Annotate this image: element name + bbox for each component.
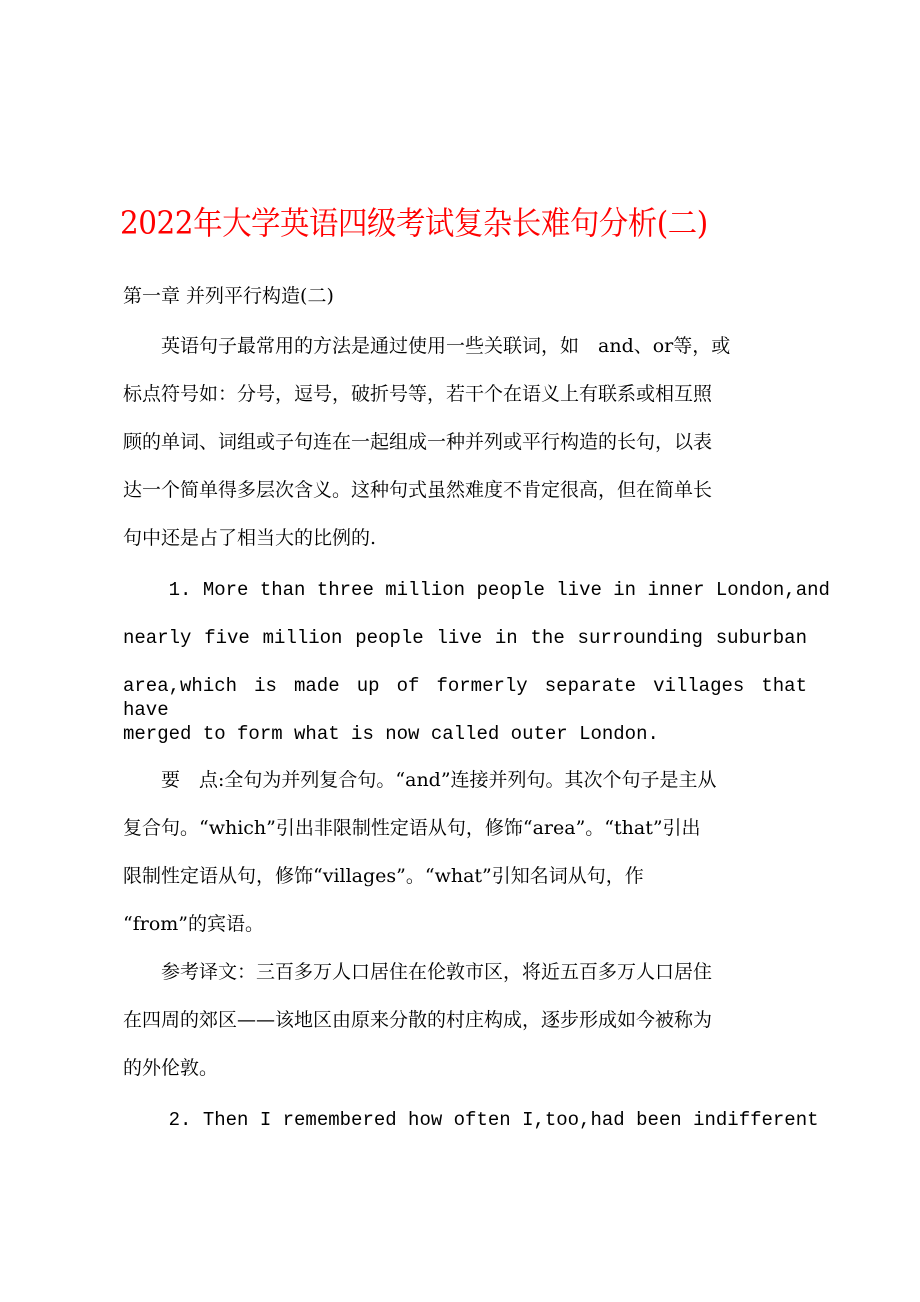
key-point-line: 限制性定语从句，修饰“villages”。“what”引知名词从句，作 — [123, 865, 644, 887]
example-sentence-line: 2. Then I remembered how often I,too,had been indifferent — [123, 1109, 819, 1131]
intro-paragraph-line: 顾的单词、词组或子句连在一起组成一种并列或平行构造的长句，以表 — [123, 431, 713, 453]
intro-paragraph-line: 达一个简单得多层次含义。这种句式虽然难度不肯定很高，但在简单长 — [123, 479, 713, 501]
key-point-line: 要 点:全句为并列复合句。“and”连接并列句。其次个句子是主从 — [123, 769, 717, 791]
intro-paragraph-line: 句中还是占了相当大的比例的. — [123, 527, 377, 549]
intro-paragraph-line: 标点符号如：分号，逗号，破折号等，若干个在语义上有联系或相互照 — [123, 383, 713, 405]
key-point-line: 复合句。“which”引出非限制性定语从句，修饰“area”。“that”引出 — [123, 817, 701, 839]
document-title: 2022年大学英语四级考试复杂长难句分析(二) — [120, 204, 708, 242]
translation-line: 的外伦敦。 — [123, 1057, 219, 1079]
chapter-heading: 第一章 并列平行构造(二) — [123, 285, 334, 307]
example-sentence-line: merged to form what is now called outer London. — [123, 723, 659, 745]
example-sentence-line: 1. More than three million people live in inner London,and — [123, 579, 830, 601]
key-point-line: “from”的宾语。 — [123, 913, 264, 935]
example-sentence-line: area,which is made up of formerly separate villages that have — [123, 675, 807, 721]
translation-line: 在四周的郊区——该地区由原来分散的村庄构成，逐步形成如今被称为 — [123, 1009, 713, 1031]
translation-line: 参考译文：三百多万人口居住在伦敦市区，将近五百多万人口居住 — [123, 961, 713, 983]
intro-paragraph-line: 英语句子最常用的方法是通过使用一些关联词，如 and、or等，或 — [123, 335, 731, 357]
example-sentence-line: nearly five million people live in the surrounding suburban — [123, 627, 807, 649]
